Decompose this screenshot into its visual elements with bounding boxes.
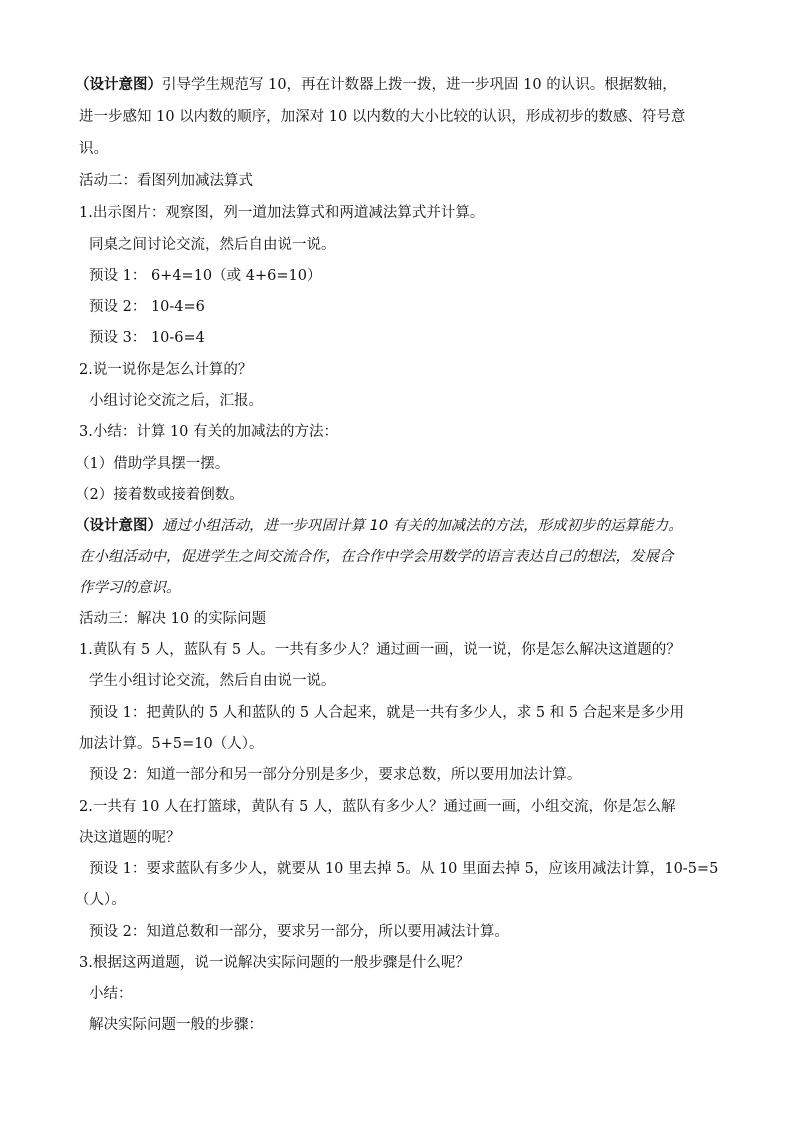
design-note-2-line-3: 作学习的意识。 xyxy=(79,580,181,596)
problem-2-preset-1-line-2: （人）。 xyxy=(75,892,126,908)
method-item-1: （1）借助学具摆一摆。 xyxy=(75,456,230,472)
problem-1-preset-1-line-2: 加法计算。5+5=10（人）。 xyxy=(79,736,264,752)
activity-2-step-2-note: 小组讨论交流之后，汇报。 xyxy=(89,393,263,409)
preset-3-line: 预设 3： 10-6=4 xyxy=(89,330,205,346)
activity-3-problem-2-line-2: 决这道题的呢？ xyxy=(79,830,181,846)
design-note-2-line-1 xyxy=(75,516,683,536)
design-note-1-line-1 xyxy=(75,75,677,95)
summary-steps-label: 解决实际问题一般的步骤： xyxy=(89,1017,263,1033)
activity-3-problem-1-note: 学生小组讨论交流，然后自由说一说。 xyxy=(89,673,336,689)
problem-1-preset-1-line-1: 预设 1：把黄队的 5 人和蓝队的 5 人合起来，就是一共有多少人，求 5 和 5 合起来是多少用 xyxy=(89,705,685,721)
activity-3-step-3: 3.根据这两道题，说一说解决实际问题的一般步骤是什么呢？ xyxy=(79,955,470,971)
design-note-1-line-2: 进一步感知 10 以内数的顺序，加深对 10 以内数的大小比较的认识，形成初步的数感、符号意 xyxy=(79,109,686,125)
paragraph-text: 引导学生规范写 10，再在计数器上拨一拨，进一步巩固 10 的认识。根据数轴， xyxy=(162,77,677,93)
design-note-tag: （设计意图） xyxy=(75,517,162,534)
design-note-tag: （设计意图） xyxy=(75,76,162,93)
design-note-2-line-2: 在小组活动中，促进学生之间交流合作，在合作中学会用数学的语言表达自己的想法，发展合 xyxy=(79,549,674,565)
activity-3-problem-1: 1.黄队有 5 人，蓝队有 5 人。一共有多少人？通过画一画，说一说，你是怎么解决这道题的？ xyxy=(79,642,681,658)
preset-2-line: 预设 2： 10-4=6 xyxy=(89,299,205,315)
problem-2-preset-1-line-1: 预设 1：要求蓝队有多少人，就要从 10 里去掉 5。从 10 里面去掉 5，应该用减法计算，10-5=5 xyxy=(89,861,719,877)
activity-3-problem-2-line-1: 2.一共有 10 人在打篮球，黄队有 5 人，蓝队有多少人？通过画一画，小组交流，你是怎么解 xyxy=(79,799,676,815)
problem-1-preset-2: 预设 2：知道一部分和另一部分分别是多少，要求总数，所以要用加法计算。 xyxy=(89,767,582,783)
activity-2-heading: 活动二：看图列加减法算式 xyxy=(79,173,253,189)
design-note-1-line-3: 识。 xyxy=(79,141,108,157)
activity-2-step-2: 2.说一说你是怎么计算的？ xyxy=(79,362,253,378)
method-item-2: （2）接着数或接着倒数。 xyxy=(75,487,244,503)
activity-3-heading: 活动三：解决 10 的实际问题 xyxy=(79,611,267,627)
preset-1-line: 预设 1： 6+4=10（或 4+6=10） xyxy=(89,268,322,284)
paragraph-text: 通过小组活动，进一步巩固计算 10 有关的加减法的方法，形成初步的运算能力。 xyxy=(162,518,683,534)
summary-label: 小结： xyxy=(89,986,133,1002)
problem-2-preset-2: 预设 2：知道总数和一部分，要求另一部分，所以要用减法计算。 xyxy=(89,924,509,940)
activity-2-step-3: 3.小结：计算 10 有关的加减法的方法： xyxy=(79,424,339,440)
activity-2-step-1: 1.出示图片：观察图，列一道加法算式和两道减法算式并计算。 xyxy=(79,205,485,221)
activity-2-step-1-note: 同桌之间讨论交流，然后自由说一说。 xyxy=(89,237,336,253)
